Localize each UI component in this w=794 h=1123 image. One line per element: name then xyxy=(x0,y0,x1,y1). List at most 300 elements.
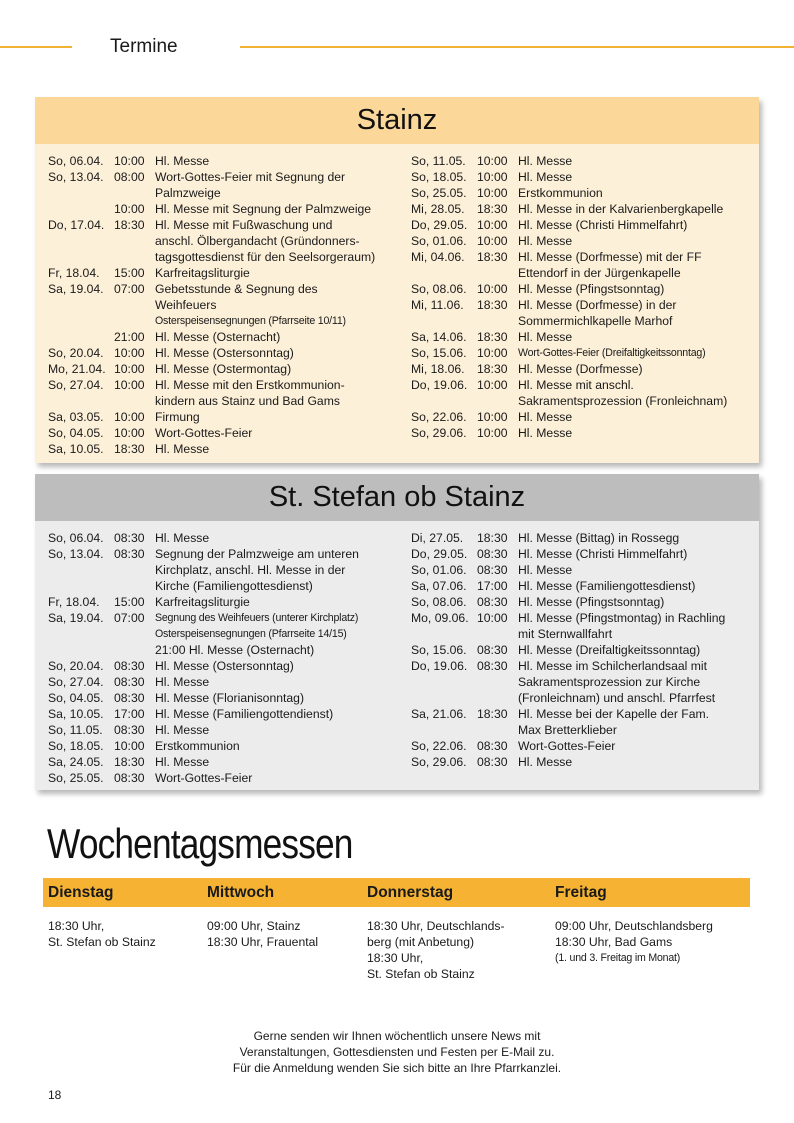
schedule-event: Hl. Messe (Pfingstsonntag) xyxy=(518,282,665,296)
schedule-time: 17:00 xyxy=(477,579,508,593)
schedule-time: 08:30 xyxy=(477,659,508,673)
schedule-time xyxy=(477,674,518,690)
schedule-date: Mi, 04.06. xyxy=(411,250,465,264)
schedule-date: So, 15.06. xyxy=(411,346,467,360)
schedule-time xyxy=(114,393,155,409)
schedule-row xyxy=(411,393,727,409)
schedule-time: 10:00 xyxy=(477,170,508,184)
schedule-row xyxy=(48,658,359,674)
schedule-time: 07:00 xyxy=(114,282,145,296)
schedule-row xyxy=(48,578,359,594)
schedule-row xyxy=(411,562,725,578)
schedule-event: Kirche (Familiengottesdienst) xyxy=(155,579,313,593)
weekday-masses-title: Wochentagsmessen xyxy=(47,820,353,867)
schedule-row xyxy=(411,409,727,425)
schedule-date: So, 01.06. xyxy=(411,234,467,248)
schedule-date: Sa, 10.05. xyxy=(48,707,104,721)
schedule-event: Osterspeisensegnungen (Pfarrseite 10/11) xyxy=(155,315,346,327)
schedule-row xyxy=(48,393,375,409)
schedule-time: 08:30 xyxy=(477,595,508,609)
weekday-dienstag-times xyxy=(48,918,156,950)
page-number: 18 xyxy=(48,1088,62,1102)
schedule-time: 18:30 xyxy=(477,707,508,721)
schedule-time: 08:30 xyxy=(114,675,145,689)
header-rule-left xyxy=(0,46,72,48)
schedule-date: Mi, 11.06. xyxy=(411,298,464,312)
schedule-time xyxy=(477,626,518,642)
schedule-time: 08:30 xyxy=(477,755,508,769)
schedule-row xyxy=(411,185,727,201)
schedule-time: 10:00 xyxy=(114,378,145,392)
schedule-time: 18:30 xyxy=(477,330,508,344)
schedule-row xyxy=(48,265,375,281)
schedule-date: So, 18.05. xyxy=(48,739,104,753)
schedule-event: Hl. Messe mit Fußwaschung und xyxy=(155,218,333,232)
schedule-time: 10:00 xyxy=(114,410,145,424)
schedule-event: Hl. Messe mit anschl. xyxy=(518,378,634,392)
schedule-date: Sa, 10.05. xyxy=(48,442,104,456)
schedule-row xyxy=(48,754,359,770)
schedule-time: 18:30 xyxy=(114,442,145,456)
schedule-date xyxy=(411,690,477,706)
schedule-time xyxy=(114,233,155,249)
schedule-row xyxy=(411,249,727,265)
schedule-date xyxy=(48,201,114,217)
schedule-date xyxy=(48,393,114,409)
schedule-date: So, 20.04. xyxy=(48,659,104,673)
schedule-row xyxy=(411,313,727,329)
st-stefan-schedule-right-column xyxy=(411,530,725,770)
schedule-date: So, 04.05. xyxy=(48,426,104,440)
schedule-time: 10:00 xyxy=(114,154,145,168)
schedule-date: So, 25.05. xyxy=(48,771,104,785)
schedule-time: 10:00 xyxy=(477,282,508,296)
schedule-date xyxy=(48,329,114,345)
schedule-time: 10:00 xyxy=(477,611,508,625)
schedule-date: Do, 17.04. xyxy=(48,218,105,232)
schedule-date: So, 08.06. xyxy=(411,282,467,296)
schedule-time: 10:00 xyxy=(477,186,508,200)
schedule-date xyxy=(411,626,477,642)
schedule-time: 08:30 xyxy=(114,547,145,561)
schedule-time xyxy=(114,562,155,578)
schedule-date: So, 13.04. xyxy=(48,170,104,184)
schedule-event: Sakramentsprozession zur Kirche xyxy=(518,675,701,689)
schedule-time xyxy=(114,578,155,594)
schedule-time: 08:30 xyxy=(477,547,508,561)
schedule-date: So, 15.06. xyxy=(411,643,467,657)
weekday-mittwoch-label: Mittwoch xyxy=(207,884,275,901)
weekday-time-line: St. Stefan ob Stainz xyxy=(48,935,156,949)
schedule-time: 08:30 xyxy=(114,691,145,705)
schedule-date xyxy=(411,722,477,738)
weekday-time-line: 18:30 Uhr, xyxy=(367,951,424,965)
schedule-event: (Fronleichnam) und anschl. Pfarrfest xyxy=(518,691,716,705)
schedule-time xyxy=(477,265,518,281)
schedule-event: Sakramentsprozession (Fronleichnam) xyxy=(518,394,728,408)
schedule-row xyxy=(48,345,375,361)
schedule-event: Hl. Messe (Pfingstmontag) in Rachling xyxy=(518,611,726,625)
schedule-row xyxy=(411,674,725,690)
schedule-date: So, 08.06. xyxy=(411,595,467,609)
schedule-row xyxy=(48,169,375,185)
schedule-event: Max Bretterklieber xyxy=(518,723,617,737)
schedule-time: 10:00 xyxy=(114,362,145,376)
schedule-time xyxy=(114,313,155,329)
schedule-row xyxy=(48,297,375,313)
schedule-event: Hl. Messe im Schilcherlandsaal mit xyxy=(518,659,707,673)
weekday-freitag-label: Freitag xyxy=(555,884,607,901)
weekday-time-line: 18:30 Uhr, Deutschlands- xyxy=(367,919,505,933)
schedule-row xyxy=(48,409,375,425)
schedule-event: Hl. Messe xyxy=(518,755,573,769)
weekday-time-line: 18:30 Uhr, Frauental xyxy=(207,935,319,949)
schedule-row xyxy=(48,546,359,562)
newsletter-notice-line: Gerne senden wir Ihnen wöchentlich unsere News mit xyxy=(253,1029,541,1043)
schedule-date xyxy=(411,393,477,409)
schedule-event: Hl. Messe xyxy=(518,330,573,344)
stainz-panel-title: Stainz xyxy=(35,97,759,144)
schedule-date: So, 22.06. xyxy=(411,410,467,424)
schedule-row xyxy=(411,297,727,313)
schedule-event: Hl. Messe (Dreifaltigkeitssonntag) xyxy=(518,643,701,657)
schedule-row xyxy=(411,153,727,169)
schedule-event: Wort-Gottes-Feier xyxy=(155,426,253,440)
schedule-row xyxy=(411,754,725,770)
schedule-event: Hl. Messe (Florianisonntag) xyxy=(155,691,305,705)
schedule-row xyxy=(48,185,375,201)
schedule-date: Mo, 21.04. xyxy=(48,362,106,376)
schedule-event: Karfreitagsliturgie xyxy=(155,595,250,609)
schedule-time xyxy=(477,690,518,706)
schedule-event: Hl. Messe (Familiengottendienst) xyxy=(155,707,334,721)
schedule-row xyxy=(411,690,725,706)
schedule-date xyxy=(48,249,114,265)
schedule-time: 21:00 xyxy=(114,330,145,344)
schedule-event: Wort-Gottes-Feier (Dreifaltigkeitssonntag) xyxy=(518,347,706,359)
schedule-time: 18:30 xyxy=(114,755,145,769)
schedule-date: Do, 29.05. xyxy=(411,547,468,561)
schedule-row xyxy=(411,345,727,361)
schedule-row xyxy=(48,690,359,706)
weekday-time-line: 18:30 Uhr, Bad Gams xyxy=(555,935,673,949)
schedule-date: So, 06.04. xyxy=(48,154,104,168)
schedule-event: Segnung der Palmzweige am unteren xyxy=(155,547,359,561)
newsletter-notice-line: Für die Anmeldung wenden Sie sich bitte an Ihre Pfarrkanzlei. xyxy=(232,1061,562,1075)
schedule-date: So, 20.04. xyxy=(48,346,104,360)
schedule-event: Sommermichlkapelle Marhof xyxy=(518,314,673,328)
schedule-row xyxy=(411,658,725,674)
schedule-event: Hl. Messe xyxy=(155,723,210,737)
schedule-row xyxy=(411,377,727,393)
schedule-event: Hl. Messe (Christi Himmelfahrt) xyxy=(518,218,688,232)
schedule-date: Sa, 14.06. xyxy=(411,330,467,344)
schedule-event: Wort-Gottes-Feier xyxy=(155,771,253,785)
schedule-date: So, 25.05. xyxy=(411,186,467,200)
schedule-time xyxy=(114,626,155,642)
schedule-event: Hl. Messe bei der Kapelle der Fam. xyxy=(518,707,710,721)
schedule-date: So, 04.05. xyxy=(48,691,104,705)
schedule-event: Hl. Messe (Ostersonntag) xyxy=(155,659,294,673)
schedule-time: 08:30 xyxy=(477,739,508,753)
schedule-time: 08:30 xyxy=(477,643,508,657)
header-rule-right xyxy=(240,46,794,48)
schedule-event: Hl. Messe (Ostermontag) xyxy=(155,362,292,376)
schedule-row xyxy=(48,562,359,578)
schedule-date xyxy=(48,313,114,329)
schedule-date xyxy=(48,297,114,313)
schedule-time: 08:30 xyxy=(477,563,508,577)
schedule-date xyxy=(411,313,477,329)
schedule-event: Hl. Messe (Dorfmesse) mit der FF xyxy=(518,250,702,264)
weekday-time-line: St. Stefan ob Stainz xyxy=(367,967,475,981)
schedule-event: Erstkommunion xyxy=(155,739,240,753)
schedule-row xyxy=(411,610,725,626)
schedule-time: 18:30 xyxy=(477,202,508,216)
schedule-event: Erstkommunion xyxy=(518,186,603,200)
schedule-date: Sa, 24.05. xyxy=(48,755,104,769)
st-stefan-panel-title: St. Stefan ob Stainz xyxy=(35,474,759,521)
weekday-time-line: (1. und 3. Freitag im Monat) xyxy=(555,952,681,964)
schedule-date: So, 01.06. xyxy=(411,563,467,577)
schedule-row xyxy=(48,201,375,217)
schedule-time: 18:30 xyxy=(477,250,508,264)
schedule-time xyxy=(114,642,155,658)
schedule-event: Hl. Messe (Bittag) in Rossegg xyxy=(518,531,680,545)
stainz-schedule-panel xyxy=(35,97,759,463)
schedule-date: Do, 29.05. xyxy=(411,218,468,232)
st-stefan-schedule-left-column xyxy=(48,530,359,786)
schedule-event: Hl. Messe xyxy=(518,234,573,248)
schedule-time: 18:30 xyxy=(477,531,508,545)
schedule-row xyxy=(48,281,375,297)
schedule-time: 18:30 xyxy=(477,362,508,376)
schedule-event: Hl. Messe xyxy=(518,410,573,424)
weekday-freitag-times xyxy=(555,918,713,966)
schedule-event: Hl. Messe xyxy=(518,563,573,577)
weekday-time-line: 09:00 Uhr, Deutschlandsberg xyxy=(555,919,713,933)
schedule-event: Palmzweige xyxy=(155,186,221,200)
schedule-event: Hl. Messe xyxy=(518,426,573,440)
section-title: Termine xyxy=(110,36,178,57)
schedule-event: Hl. Messe (Dorfmesse) in der xyxy=(518,298,677,312)
stainz-schedule-right-column xyxy=(411,153,727,441)
schedule-date: So, 27.04. xyxy=(48,378,104,392)
schedule-time: 15:00 xyxy=(114,595,145,609)
schedule-row xyxy=(411,594,725,610)
schedule-event: Hl. Messe xyxy=(155,531,210,545)
schedule-event: Firmung xyxy=(155,410,200,424)
schedule-date xyxy=(48,642,114,658)
schedule-event: Wort-Gottes-Feier mit Segnung der xyxy=(155,170,346,184)
schedule-time xyxy=(477,393,518,409)
schedule-time: 10:00 xyxy=(114,202,145,216)
schedule-time: 08:30 xyxy=(114,723,145,737)
schedule-row xyxy=(411,329,727,345)
schedule-date: So, 27.04. xyxy=(48,675,104,689)
schedule-row xyxy=(48,377,375,393)
schedule-event: Hl. Messe xyxy=(155,755,210,769)
schedule-row xyxy=(48,329,375,345)
schedule-date xyxy=(411,265,477,281)
newsletter-notice xyxy=(0,1028,794,1076)
schedule-event: kindern aus Stainz und Bad Gams xyxy=(155,394,340,408)
schedule-row xyxy=(48,674,359,690)
weekday-time-line: berg (mit Anbetung) xyxy=(367,935,475,949)
weekday-dienstag-label: Dienstag xyxy=(48,884,114,901)
schedule-event: Hl. Messe xyxy=(155,154,210,168)
schedule-event: Karfreitagsliturgie xyxy=(155,266,250,280)
schedule-date: So, 13.04. xyxy=(48,547,104,561)
weekday-time-line: 18:30 Uhr, xyxy=(48,919,105,933)
schedule-time: 10:00 xyxy=(477,378,508,392)
schedule-time: 18:30 xyxy=(114,218,145,232)
schedule-time xyxy=(114,297,155,313)
schedule-row xyxy=(411,626,725,642)
newsletter-notice-line: Veranstaltungen, Gottesdiensten und Festen per E-Mail zu. xyxy=(239,1045,555,1059)
schedule-row xyxy=(411,265,727,281)
schedule-event: Hl. Messe mit den Erstkommunion- xyxy=(155,378,345,392)
schedule-event: Hl. Messe (Pfingstsonntag) xyxy=(518,595,665,609)
schedule-event: Gebetsstunde & Segnung des xyxy=(155,282,318,296)
schedule-row xyxy=(411,169,727,185)
schedule-time: 08:30 xyxy=(114,771,145,785)
schedule-date: So, 11.05. xyxy=(411,154,466,168)
schedule-time: 08:00 xyxy=(114,170,145,184)
schedule-row xyxy=(411,642,725,658)
schedule-row xyxy=(48,153,375,169)
schedule-time: 17:00 xyxy=(114,707,145,721)
schedule-time: 10:00 xyxy=(114,739,145,753)
schedule-date: Sa, 07.06. xyxy=(411,579,467,593)
schedule-event: Osterspeisensegnungen (Pfarrseite 14/15) xyxy=(155,628,347,640)
schedule-date: So, 18.05. xyxy=(411,170,467,184)
schedule-event: anschl. Ölbergandacht (Gründonners- xyxy=(155,234,360,248)
schedule-row xyxy=(411,281,727,297)
schedule-event: Hl. Messe xyxy=(518,154,573,168)
schedule-date: Sa, 03.05. xyxy=(48,410,104,424)
schedule-time: 08:30 xyxy=(114,531,145,545)
schedule-date: Do, 19.06. xyxy=(411,378,468,392)
schedule-event: 21:00 Hl. Messe (Osternacht) xyxy=(155,643,315,657)
weekday-donnerstag-label: Donnerstag xyxy=(367,884,454,901)
schedule-date: So, 29.06. xyxy=(411,755,467,769)
schedule-row xyxy=(48,722,359,738)
schedule-row xyxy=(411,361,727,377)
schedule-date: Sa, 19.04. xyxy=(48,611,104,625)
schedule-time: 07:00 xyxy=(114,611,145,625)
schedule-date xyxy=(411,674,477,690)
schedule-row xyxy=(48,217,375,233)
schedule-event: Hl. Messe (Ostersonntag) xyxy=(155,346,294,360)
schedule-date: So, 06.04. xyxy=(48,531,104,545)
schedule-time: 10:00 xyxy=(114,426,145,440)
schedule-event: Segnung des Weihfeuers (unterer Kirchplatz) xyxy=(155,612,359,624)
schedule-time: 10:00 xyxy=(477,426,508,440)
schedule-event: tagsgottesdienst für den Seelsorgeraum) xyxy=(155,250,376,264)
schedule-time: 10:00 xyxy=(477,154,508,168)
schedule-row xyxy=(411,233,727,249)
schedule-row xyxy=(48,530,359,546)
schedule-row xyxy=(48,441,375,457)
schedule-event: Ettendorf in der Jürgenkapelle xyxy=(518,266,681,280)
schedule-row xyxy=(48,313,375,329)
schedule-time xyxy=(477,722,518,738)
schedule-row xyxy=(48,594,359,610)
schedule-date: Di, 27.05. xyxy=(411,531,464,545)
schedule-event: Kirchplatz, anschl. Hl. Messe in der xyxy=(155,563,346,577)
schedule-event: mit Sternwallfahrt xyxy=(518,627,613,641)
schedule-date xyxy=(48,185,114,201)
schedule-date: Mi, 18.06. xyxy=(411,362,465,376)
schedule-date: Fr, 18.04. xyxy=(48,595,100,609)
schedule-row xyxy=(411,217,727,233)
schedule-time: 15:00 xyxy=(114,266,145,280)
schedule-event: Hl. Messe (Dorfmesse) xyxy=(518,362,643,376)
schedule-row xyxy=(48,642,359,658)
schedule-time: 08:30 xyxy=(114,659,145,673)
schedule-time xyxy=(477,313,518,329)
schedule-time xyxy=(114,185,155,201)
schedule-row xyxy=(48,425,375,441)
schedule-date xyxy=(48,578,114,594)
schedule-row xyxy=(411,578,725,594)
weekday-donnerstag-times xyxy=(367,918,505,982)
schedule-date: So, 11.05. xyxy=(48,723,103,737)
stainz-schedule-left-column xyxy=(48,153,375,457)
schedule-event: Hl. Messe xyxy=(518,170,573,184)
schedule-time: 18:30 xyxy=(477,298,508,312)
weekday-time-line: 09:00 Uhr, Stainz xyxy=(207,919,301,933)
schedule-row xyxy=(411,706,725,722)
schedule-row xyxy=(48,738,359,754)
schedule-row xyxy=(411,425,727,441)
schedule-event: Hl. Messe xyxy=(155,442,210,456)
schedule-row xyxy=(48,626,359,642)
schedule-event: Hl. Messe (Osternacht) xyxy=(155,330,281,344)
schedule-row xyxy=(48,361,375,377)
schedule-event: Hl. Messe (Familiengottesdienst) xyxy=(518,579,696,593)
schedule-time: 10:00 xyxy=(477,218,508,232)
schedule-row xyxy=(411,738,725,754)
schedule-row xyxy=(411,201,727,217)
schedule-row xyxy=(48,770,359,786)
schedule-time xyxy=(114,249,155,265)
schedule-row xyxy=(411,546,725,562)
schedule-date xyxy=(48,233,114,249)
schedule-time: 10:00 xyxy=(477,410,508,424)
schedule-date: Do, 19.06. xyxy=(411,659,468,673)
weekday-mittwoch-times xyxy=(207,918,318,950)
schedule-time: 10:00 xyxy=(477,346,508,360)
schedule-event: Hl. Messe (Christi Himmelfahrt) xyxy=(518,547,688,561)
schedule-row xyxy=(48,610,359,626)
schedule-date: Mi, 28.05. xyxy=(411,202,465,216)
schedule-date: Sa, 19.04. xyxy=(48,282,104,296)
schedule-date xyxy=(48,626,114,642)
schedule-row xyxy=(48,233,375,249)
schedule-time: 10:00 xyxy=(477,234,508,248)
schedule-date: Mo, 09.06. xyxy=(411,611,469,625)
schedule-row xyxy=(48,706,359,722)
schedule-date xyxy=(48,562,114,578)
schedule-event: Hl. Messe in der Kalvarienbergkapelle xyxy=(518,202,724,216)
schedule-event: Hl. Messe mit Segnung der Palmzweige xyxy=(155,202,372,216)
schedule-event: Wort-Gottes-Feier xyxy=(518,739,616,753)
schedule-date: So, 22.06. xyxy=(411,739,467,753)
st-stefan-schedule-panel xyxy=(35,474,759,790)
schedule-date: Fr, 18.04. xyxy=(48,266,100,280)
